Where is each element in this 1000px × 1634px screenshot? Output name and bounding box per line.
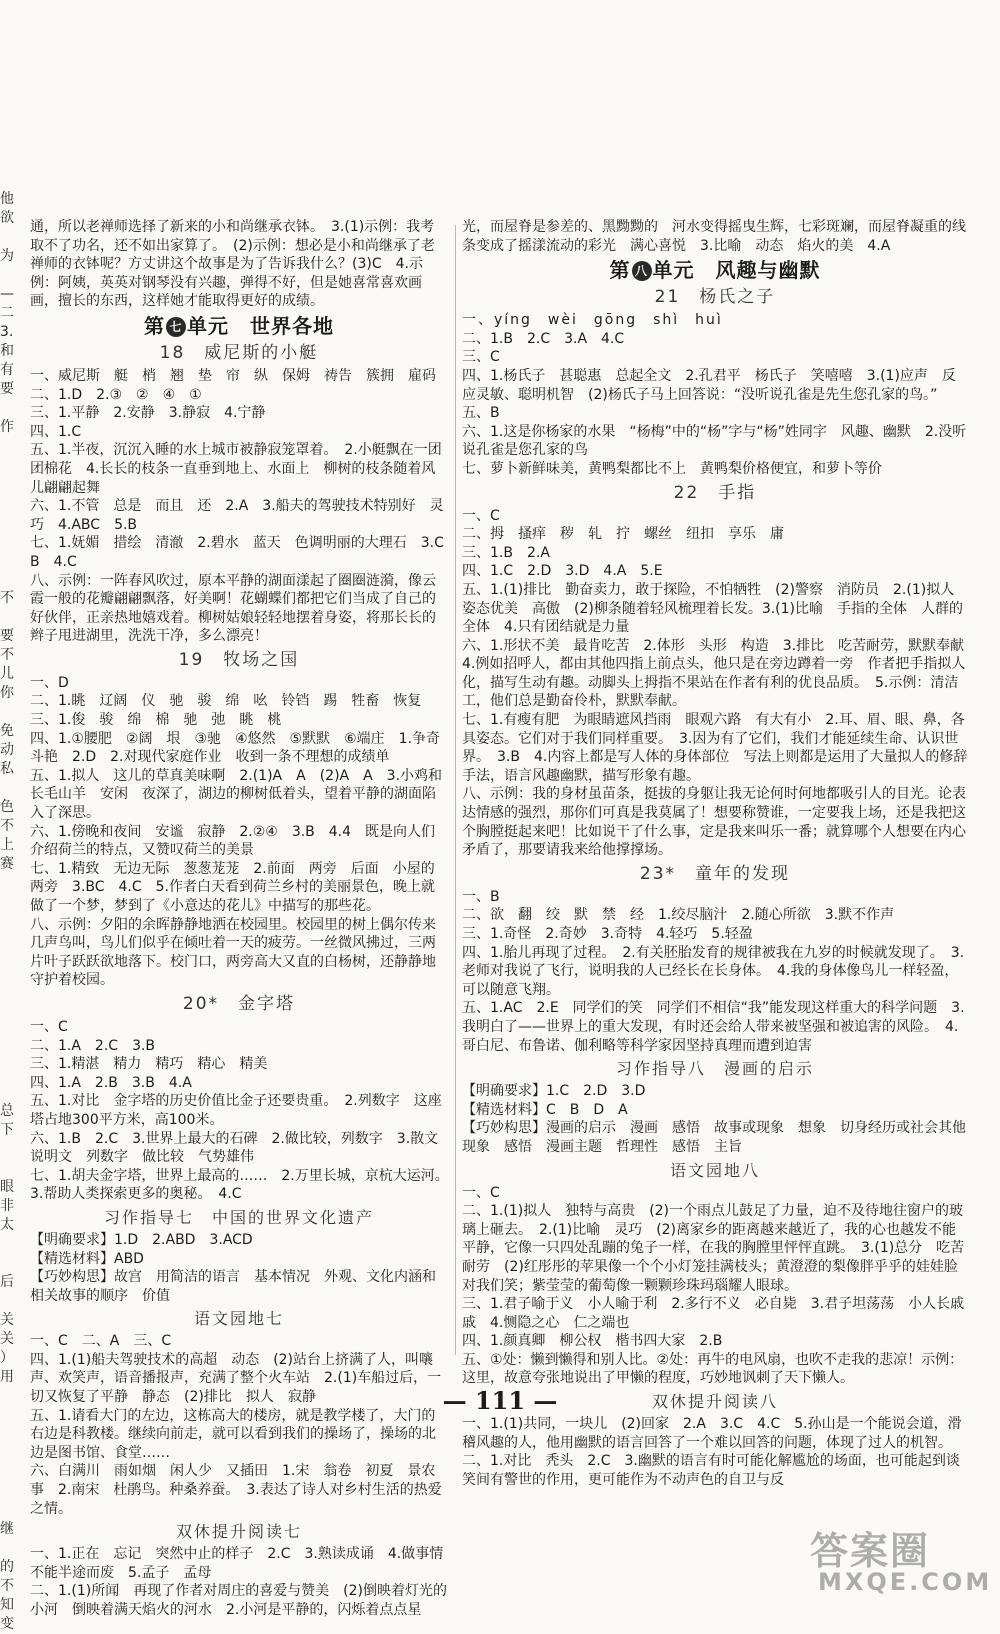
margin-fragment: ） [0, 1350, 14, 1366]
answer-paragraph: 二、欲 翻 绞 默 禁 经 1.绞尽脑汁 2.随心所欲 3.默不作声 [462, 907, 895, 924]
answer-paragraph: 五、1.半夜，沉沉入睡的水上城市被静寂笼罩着。 2.小艇飘在一团团棉花 4.长长的枝条一直垂到地上、水面上 柳树的枝条随着风儿翩翩起舞 [30, 442, 442, 496]
watermark-cn: 答案圈 [810, 1529, 931, 1573]
margin-fragment [0, 988, 24, 1007]
margin-fragment: 要 [0, 381, 14, 397]
margin-fragment: 和 [0, 343, 14, 359]
answer-paragraph: 三、1.俊 骏 绵 棉 驰 弛 眺 桃 [30, 712, 282, 729]
answer-paragraph: 五、①处：懒到懒得和别人比。②处：再牛的电风扇，也吹不走我的悲凉！示例：这里，故意夸张地说出了甲懒的程度，巧妙地讽刺了天下懒人。 [462, 1351, 964, 1387]
section-heading: 习作指导八 漫画的启示 [615, 1059, 814, 1079]
margin-fragment: 儿 [0, 666, 14, 682]
margin-fragment [0, 1045, 24, 1064]
margin-fragment: 关 [0, 1331, 14, 1347]
answer-paragraph: 二、1.(1)所闻 再现了作者对周庄的喜爱与赞美 (2)倒映着灯光的小河 倒映着满天焰火的河水 2.小河是平静的，闪烁着点点星 [30, 1583, 448, 1618]
margin-fragment [0, 779, 24, 798]
watermark-logo [790, 1520, 993, 1600]
margin-fragment [0, 1159, 24, 1178]
margin-fragment: 私 [0, 761, 14, 777]
answer-paragraph: 一、C [30, 1018, 68, 1035]
answer-paragraph: 五、1.请看大门的左边，这栋高大的楼房，就是教学楼了，大门的右边是科教楼。继续向前走，就可以看到我们的操场了，操场的北边是图书馆、食堂…… [30, 1407, 436, 1461]
margin-fragment: 欲 [0, 210, 14, 226]
section-heading: 语文园地八 [669, 1160, 760, 1180]
margin-fragment: 他 [0, 191, 14, 207]
margin-fragment [0, 703, 24, 722]
answer-paragraph: 六、1.傍晚和夜间 安谧 寂静 2.②④ 3.B 4.4 既是向人们介绍荷兰的特点，又赞叹荷兰的美景 [30, 823, 436, 859]
answer-paragraph: 二、拇 搔痒 秽 轧 拧 螺丝 纽扣 享乐 庸 [462, 526, 784, 543]
margin-fragment [0, 1292, 24, 1311]
watermark-en: MXQE.COM [818, 1568, 993, 1596]
answer-paragraph: 四、1.(1)船夫驾驶技术的高超 动态 (2)站台上挤满了人，叫嚷声、欢笑声，语音播报声，充满了整个火车站 2.(1)车船过后，一切又恢复了平静 静态 (2)排比 拟人 寂静 [30, 1351, 442, 1406]
answer-paragraph: 四、1.颜真卿 柳公权 楷书四大家 2.B [462, 1333, 723, 1350]
margin-fragment [0, 437, 24, 456]
margin-fragment: 不 [0, 647, 14, 663]
answer-paragraph: 【精选材料】ABD [30, 1250, 144, 1267]
answer-paragraph: 二、1.对比 秃头 2.C 3.幽默的语言有时可能化解尴尬的场面，也可能起到谈笑间有警世的作用，更可能作为不动声色的自卫与反 [462, 1453, 960, 1488]
section-heading: 习作指导七 中国的世界文化遗产 [103, 1207, 374, 1227]
margin-fragment: 不 [0, 1578, 14, 1594]
margin-fragment [0, 1083, 24, 1102]
margin-fragment: 色 [0, 799, 14, 815]
answer-paragraph: 一、D [30, 674, 69, 691]
margin-fragment: 为 [0, 248, 14, 264]
answer-paragraph: 七、1.妩媚 措绘 清澈 2.碧水 蓝天 色调明丽的大理石 3.C B 4.C [30, 535, 458, 570]
margin-fragment [0, 608, 24, 627]
margin-fragment: 免 [0, 723, 14, 739]
margin-fragment [0, 1140, 24, 1159]
margin-fragment: 关 [0, 1312, 14, 1328]
answer-paragraph: 六、1.B 2.C 3.世界上最大的石碑 2.做比较，列数字 3.散文说明文 列数字 做比较 气势雄伟 [30, 1130, 439, 1166]
answer-paragraph: 光，而屋脊是参差的、黑黝黝的 河水变得摇曳生辉，七彩斑斓，而屋脊凝重的线条变成了摇漾流动的彩光 满心喜悦 3.比喻 动态 焰火的美 4.A [462, 219, 966, 254]
answer-paragraph: 一、1.(1)共同，一块儿 (2)回家 2.A 3.C 4.C 5.孙山是一个能说会道，滑稽风趣的人，他用幽默的语言回答了一个难以回答的问题，体现了过人的机智。 [462, 1416, 962, 1451]
margin-fragment: 下 [0, 1122, 14, 1138]
answer-paragraph: 四、1.①腰肥 ②阔 垠 ③驰 ④悠然 ⑤默默 ⑥端庄 1.争奇斗艳 2.D 2.对现代家庭作业 收到一条不理想的成绩单 [30, 730, 441, 766]
answer-paragraph: 八、示例：我的身材虽苗条，挺拔的身躯让我无论何时何地都吸引人的目光。论表达情感的强烈，那你们可真是我莫属了！想要称赞谁，一定要我上场，还是我把这个胸膛挺起来吧！比如说干了什么事，定是我来叫乐一番；就算哪个人想要在内心矛盾了，那要请我来给他撑撑场。 [462, 786, 966, 859]
left-margin-fragments [0, 190, 24, 1632]
answer-paragraph: 二、1.眺 辽阔 仪 驰 骏 绵 吆 铃铛 踢 牲畜 恢复 [30, 693, 422, 710]
margin-fragment [0, 950, 24, 969]
answer-paragraph: 四、1.胎儿再现了过程。 2.有关胚胎发育的规律被我在九岁的时候就发现了。 3.老师对我说了飞行，说明我的人已经长在长身体。 4.我的身体像鸟儿一样轻盈，可以随意飞翔。 [462, 944, 965, 998]
answer-paragraph: 五、1.AC 2.E 同学们的笑 同学们不相信“我”能发现这样重大的科学问题 3.我明白了——世界上的重大发现，有时还会给人带来被坚强和被追害的风险。 4.哥白尼、布鲁诺、伽利略等科学家因坚持真理而遭到迫害 [462, 1000, 965, 1054]
answer-paragraph: 八、示例：夕阳的余晖静静地洒在校园里。校园里的树上偶尔传来几声鸟叫，鸟儿们似乎在倾吐着一天的疲劳。一丝微风拂过，三两片叶子跃跃欲地落下。校门口，两旁高大又直的白杨树，还静静地守护着校园。 [30, 916, 436, 989]
answer-paragraph: 通，所以老禅师选择了新来的小和尚继承衣钵。 3.(1)示例：我考取不了功名，还不如出家算了。 (2)示例：想必是小和尚继承了老禅师的衣钵呢？方丈讲这个故事是为了告诉我什么？(3)C 4.示例：阿姨，英英对钢琴没有兴趣，弹得不好，但是她喜常喜欢画画，擅长的东西，这样她才能取得更好的成绩。 [30, 219, 435, 310]
margin-fragment: 眼 [0, 1179, 14, 1195]
margin-fragment: 的 [0, 1559, 14, 1575]
section-heading: 语文园地七 [193, 1309, 284, 1329]
margin-fragment [0, 1444, 24, 1463]
answer-paragraph: 七、1.有瘦有肥 为眼睛遮风挡雨 眼观六路 有大有小 2.耳、眉、眼、鼻，各具姿态。它们对于我们同样重要。 3.因为有了它们，我们才能延续生命、认识世界。 3.B 4.内容上都是写人体的身体部位 写法上则都是运用了大量拟人的修辞手法，语言风趣幽默，描写形象有趣。 [462, 712, 968, 784]
answer-paragraph: 一、B [462, 888, 500, 905]
answer-paragraph: 七、1.精致 无边无际 葱葱茏茏 2.前面 两旁 后面 小屋的两旁 3.BC 4.C 5.作者白天看到荷兰乡村的美丽景色，晚上就做了一个梦，梦到了《小意达的花儿》中描写的那些花。 [30, 860, 435, 914]
margin-fragment: 不 [0, 590, 14, 606]
answer-paragraph: 【巧妙构思】故宫 用简洁的语言 基本情况 外观、文化内涵和相关故事的顺序 价值 [30, 1269, 436, 1304]
margin-fragment [0, 1254, 24, 1273]
answer-paragraph: 六、1.不管 总是 而且 还 2.A 3.船夫的驾驶技术特别好 灵巧 4.ABC 5.B [30, 498, 444, 533]
margin-fragment: 上 [0, 837, 14, 853]
margin-fragment [0, 494, 24, 513]
margin-fragment [0, 551, 24, 570]
margin-fragment [0, 874, 24, 893]
answer-paragraph: 二、1.A 2.C 3.B [30, 1037, 156, 1054]
answer-paragraph: 四、1.C [30, 423, 82, 440]
answer-paragraph: 一、C [462, 1184, 500, 1201]
unit-prefix: 第 [609, 258, 631, 283]
margin-fragment: 继 [0, 1521, 14, 1537]
answer-paragraph: 五、B [462, 405, 500, 422]
margin-fragment: 动 [0, 742, 14, 758]
margin-fragment [0, 1064, 24, 1083]
margin-fragment [0, 266, 24, 285]
answer-paragraph: 四、1.A 2.B 3.B 4.A [30, 1074, 192, 1091]
unit-title: 单元 世界各地 [187, 313, 334, 338]
margin-fragment: 你 [0, 685, 14, 701]
answer-paragraph: 一、1.正在 忘记 突然中止的样子 2.C 3.熟读成诵 4.做事情不能半途而废 5.孟子 孟母 [30, 1546, 444, 1581]
margin-fragment [0, 1425, 24, 1444]
margin-fragment: — [0, 286, 14, 302]
margin-fragment [0, 1463, 24, 1482]
column-divider [455, 225, 456, 1355]
unit-number-badge: 七 [166, 317, 186, 337]
margin-fragment [0, 1007, 24, 1026]
margin-fragment [0, 1235, 24, 1254]
unit-heading [462, 257, 968, 283]
lesson-heading: 19 牧场之国 [178, 649, 300, 670]
unit-prefix: 第 [144, 313, 165, 338]
lesson-heading: 21 杨氏之子 [654, 287, 776, 308]
margin-fragment [0, 931, 24, 950]
answer-paragraph: 五、1.(1)排比 勤奋卖力，敢于探险，不怕牺牲 (2)警察 消防员 2.(1)拟人 姿态优美 高傲 (2)柳条随着轻风梳理着长发。3.(1)比喻 手指的全体 人群的全体 4.只有团结就是力量 [462, 581, 969, 636]
margin-fragment: 不 [0, 818, 14, 834]
answer-paragraph: 一、C [462, 507, 500, 524]
unit-heading [30, 313, 448, 339]
margin-fragment [0, 475, 24, 494]
page-number-value: 111 [474, 1386, 526, 1415]
margin-fragment [0, 532, 24, 551]
answer-paragraph: 三、1.君子喻于义 小人喻于利 2.多行不义 必自毙 3.君子坦荡荡 小人长戚戚 4.恻隐之心 仁之端也 [462, 1296, 965, 1331]
answer-paragraph: 一、yíng wèi gōng shì huì [462, 312, 723, 329]
margin-fragment [0, 456, 24, 475]
lesson-heading: 23* 童年的发现 [639, 863, 791, 884]
answer-paragraph: 【精选材料】C B D A [462, 1101, 628, 1118]
answer-paragraph: 五、1.对比 金字塔的历史价值比金子还要贵重。 2.列数字 这座塔占地300平方米，高100米。 [30, 1093, 442, 1128]
answer-paragraph: 二、1.D 2.③ ② ④ ① [30, 386, 202, 403]
answer-paragraph: 一、C 二、A 三、C [30, 1333, 172, 1350]
answer-paragraph: 二、1.(1)拟人 独特与高贵 (2)一个雨点儿鼓足了力量，迫不及待地往窗户的玻璃上砸去。 2.(1)比喻 灵巧 (2)离家乡的距离越来越近了，我的心也越发不能平静，它像一只四处乱蹦的兔子一样，在我的胸膛里怦怦直跳。 3.(1)总分 吃苦耐劳 (2)红彤彤的苹果像一个个小灯笼挂满枝头；黄澄澄的梨像胖乎乎的娃娃脸对我们笑；紫莹莹的葡萄像一颗颗珍珠玛瑙耀人眼球。 [462, 1203, 965, 1294]
answer-paragraph: 【明确要求】1.C 2.D 3.D [462, 1083, 646, 1100]
margin-fragment: 太 [0, 1217, 14, 1233]
section-heading: 双休提升阅读七 [175, 1522, 302, 1542]
answer-paragraph: 六、白满川 雨如烟 闲人少 又插田 1.宋 翁卷 初夏 景农事 2.南宋 杜鹃鸟。种桑养蚕。 3.表达了诗人对乡村生活的热爱之情。 [30, 1463, 442, 1517]
unit-title: 单元 风趣与幽默 [652, 258, 821, 283]
margin-fragment: 用 [0, 1369, 14, 1385]
margin-fragment: 赛 [0, 856, 14, 872]
margin-fragment: 3. [0, 324, 14, 340]
margin-fragment: 要 [0, 628, 14, 644]
margin-fragment [0, 399, 24, 418]
margin-fragment: 知 [0, 1597, 14, 1613]
answer-paragraph: 七、萝卜新鲜味美，黄鸭梨都比不上 黄鸭梨价格便宜，和萝卜等价 [462, 460, 882, 477]
answer-paragraph: 七、1.胡夫金字塔，世界上最高的…… 2.万里长城，京杭大运河。 3.帮助人类探索更多的奥秘。 4.C [30, 1167, 456, 1203]
margin-fragment: 变 [0, 1616, 14, 1632]
left-column [30, 218, 458, 1618]
margin-fragment: 作 [0, 419, 14, 435]
margin-fragment [0, 513, 24, 532]
section-heading: 双休提升阅读八 [651, 1392, 778, 1412]
margin-fragment [0, 228, 24, 247]
margin-fragment [0, 570, 24, 589]
margin-fragment: 后 [0, 1274, 14, 1290]
answer-paragraph: 四、1.杨氏子 甚聪惠 总起全文 2.孔君平 杨氏子 笑嘻嘻 3.(1)应声 反应灵敏、聪明机智 (2)杨氏子马上回答说：“没听说孔雀是先生您孔家的鸟。” [462, 367, 956, 403]
answer-paragraph: 一、威尼斯 艇 梢 翘 垫 帘 纵 保姆 祷告 簇拥 雇码 [30, 367, 436, 384]
answer-paragraph: 三、1.奇怪 2.奇妙 3.奇特 4.轻巧 5.轻盈 [462, 926, 753, 942]
answer-paragraph: 六、1.这是你杨家的水果 “杨梅”中的“杨”字与“杨”姓同字 风趣、幽默 2.没听说孔雀是您孔家的鸟 [462, 423, 967, 459]
margin-fragment [0, 1539, 24, 1558]
unit-number-badge: 八 [632, 261, 652, 281]
margin-fragment: 有 [0, 362, 14, 378]
answer-paragraph: 三、1.平静 2.安静 3.静寂 4.宁静 [30, 405, 266, 422]
margin-fragment: 二 [0, 305, 14, 321]
answer-paragraph: 八、示例：一阵春风吹过，原本平静的湖面漾起了圈圈涟漪，像云霞一般的花瓣翩翩飘落，好美啊！花蝴蝶们都把它们当成了自己的好伙伴，正亲热地嬉戏着。柳树姑娘轻轻地摆着身姿，将那长长的辫子甩进湖里，洗洗干净，多么漂亮！ [30, 572, 436, 645]
answer-paragraph: 四、1.C 2.D 3.D 4.A 5.E [462, 563, 663, 580]
margin-fragment: 非 [0, 1198, 14, 1214]
answer-paragraph: 三、1.精湛 精力 精巧 精心 精美 [30, 1056, 268, 1073]
lesson-heading: 20* 金字塔 [182, 993, 296, 1014]
answer-paragraph: 三、1.B 2.A [462, 544, 550, 561]
margin-fragment [0, 912, 24, 931]
margin-fragment [0, 1482, 24, 1501]
margin-fragment [0, 1026, 24, 1045]
answer-paragraph: 三、C [462, 349, 500, 366]
answer-paragraph: 【明确要求】1.D 2.ABD 3.ACD [30, 1231, 253, 1248]
lesson-heading: 18 威尼斯的小艇 [159, 342, 319, 363]
answer-paragraph: 五、1.拟人 这儿的草真美味啊 2.(1)A A (2)A A 3.小鸡和长毛山羊 安闲 夜深了，湖边的柳树低着头，望着平静的湖面陷入了深思。 [30, 767, 443, 822]
margin-fragment: 总 [0, 1103, 14, 1119]
margin-fragment [0, 969, 24, 988]
margin-fragment [0, 1501, 24, 1520]
answer-paragraph: 二、1.B 2.C 3.A 4.C [462, 330, 625, 347]
page-number: — 111 — [442, 1386, 558, 1415]
lesson-heading: 22 手指 [673, 482, 757, 503]
answer-paragraph: 六、1.形状不美 最肯吃苦 2.体形 头形 构造 3.排比 吃苦耐劳，默默奉献 4.例如招呼人，都由其他四指上前点头，他只是在旁边蹲着一旁 作者把手指拟人化，描写生动有趣。动脚头上拇指不果站在作者有利的优良品质。 5.示例：清洁工，他们总是勤奋伶朴，默默奉献。 [462, 637, 979, 710]
margin-fragment [0, 893, 24, 912]
answer-paragraph: 【巧妙构思】漫画的启示 漫画 感悟 故事或现象 想象 切身经历或社会其他现象 感悟 漫画主题 哲理性 感悟 主旨 [462, 1120, 966, 1155]
